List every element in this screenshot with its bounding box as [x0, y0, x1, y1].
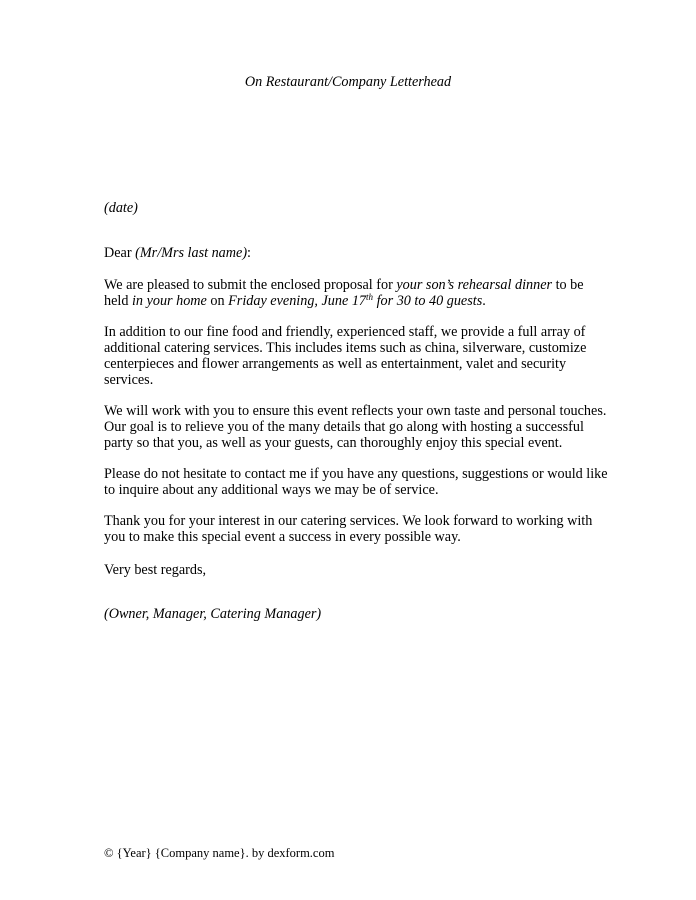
- paragraph-line: In addition to our fine food and friendly, experienced staff, we provide a full array of: [104, 324, 586, 340]
- text-run: on: [206, 293, 229, 309]
- date-placeholder: (date): [104, 200, 138, 216]
- paragraph-line: you to make this special event a success in every possible way.: [104, 529, 461, 545]
- text-run: We are pleased to submit the enclosed proposal for: [104, 277, 397, 293]
- paragraph-line: centerpieces and flower arrangements as well as entertainment, valet and security: [104, 356, 567, 372]
- paragraph-line: Our goal is to relieve you of the many details that go along with hosting a successful: [104, 419, 584, 435]
- guest-count-placeholder: for 30 to 40 guests: [373, 293, 483, 309]
- paragraph-line: services.: [104, 372, 154, 388]
- location-placeholder: in your home: [131, 293, 207, 309]
- letterhead-placeholder: On Restaurant/Company Letterhead: [244, 74, 452, 90]
- event-placeholder: your son’s rehearsal dinner: [396, 277, 553, 293]
- paragraph-contact: [104, 466, 608, 498]
- paragraph-thanks: [104, 513, 604, 545]
- date-time-placeholder: Friday evening, June 17: [228, 293, 367, 309]
- paragraph-line: to inquire about any additional ways we may be of service.: [104, 482, 439, 498]
- letter-body: [104, 245, 608, 560]
- salutation: [104, 245, 604, 261]
- paragraph-line: We will work with you to ensure this event reflects your own taste and personal touches.: [104, 403, 607, 419]
- paragraph-goal: [104, 403, 607, 451]
- paragraph-line: Thank you for your interest in our catering services. We look forward to working with: [104, 513, 593, 529]
- paragraph-proposal: [104, 277, 604, 309]
- recipient-name-placeholder: (Mr/Mrs last name): [135, 245, 248, 261]
- text-run: .: [482, 293, 486, 309]
- copyright-footer: © {Year} {Company name}. by dexform.com: [104, 846, 335, 860]
- signer-placeholder: (Owner, Manager, Catering Manager): [104, 606, 322, 622]
- salutation-suffix: :: [247, 245, 251, 261]
- paragraph-line: [104, 293, 604, 309]
- paragraph-services: [104, 324, 604, 388]
- salutation-prefix: Dear: [104, 245, 136, 261]
- paragraph-line: [104, 277, 604, 293]
- paragraph-line: party so that you, as well as your guests, can thoroughly enjoy this special event.: [104, 435, 563, 451]
- text-run: held: [104, 293, 132, 309]
- ordinal-suffix: th: [366, 292, 374, 302]
- text-run: to be: [552, 277, 584, 293]
- paragraph-line: Please do not hesitate to contact me if you have any questions, suggestions or would like: [104, 466, 608, 482]
- paragraph-line: additional catering services. This includes items such as china, silverware, customize: [104, 340, 587, 356]
- closing: Very best regards,: [104, 562, 207, 578]
